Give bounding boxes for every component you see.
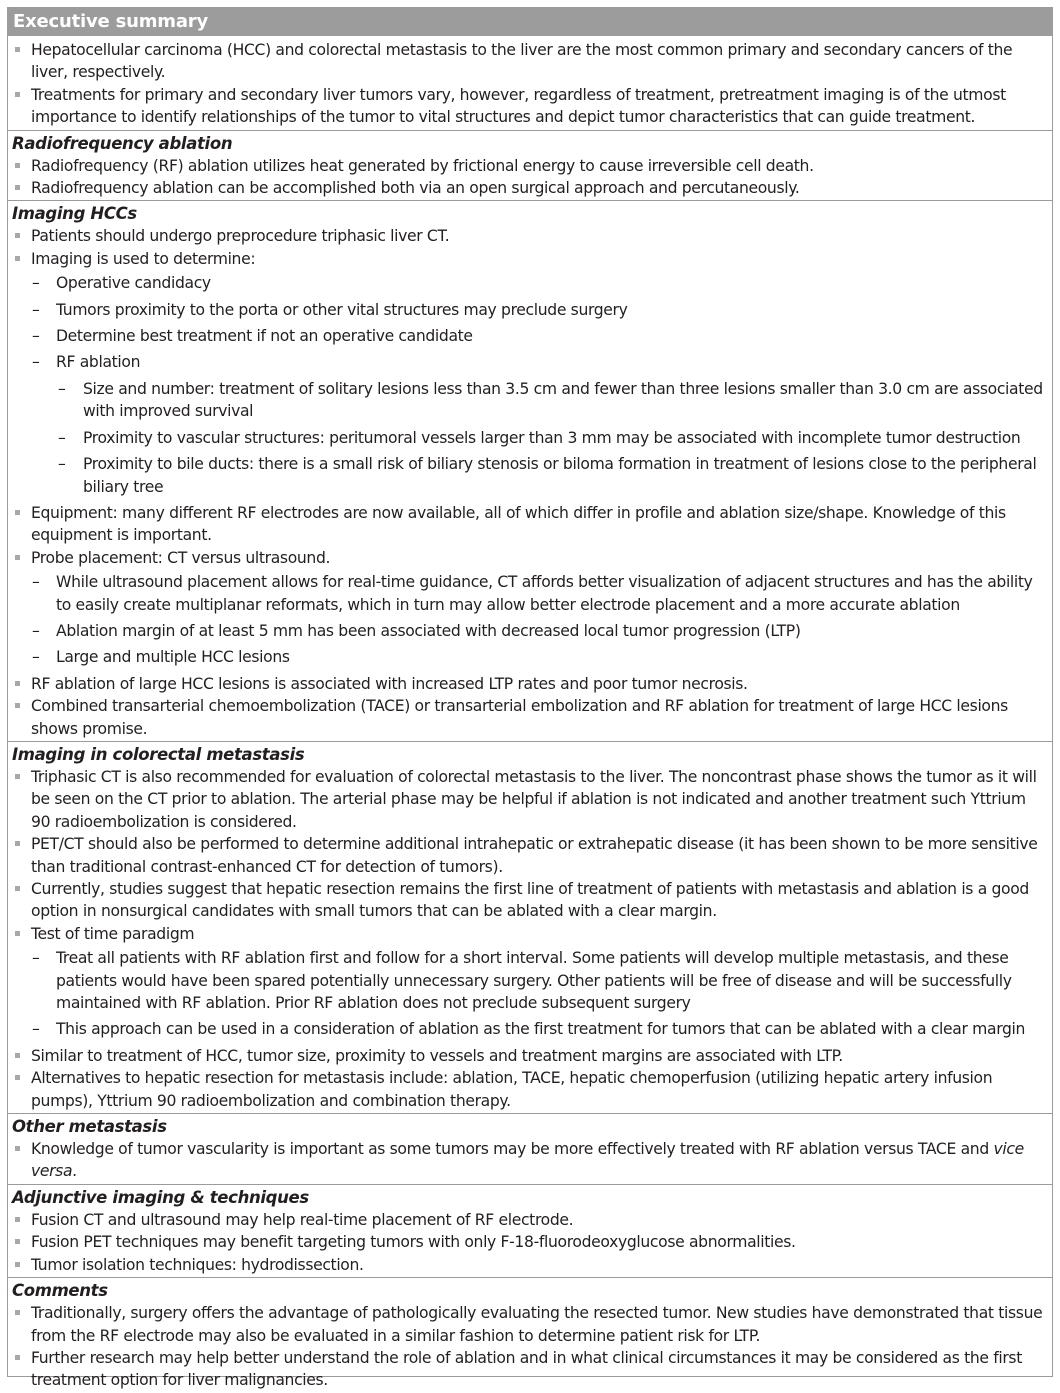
sub-sub-bullet-item: – Proximity to vascular structures: peritumoral vessels larger than 3 mm may be associated with incomplete tumor destruction bbox=[12, 427, 1044, 449]
bullet-item: Hepatocellular carcinoma (HCC) and colorectal metastasis to the liver are the most common primary and secondary cancers of the liver, respectively. bbox=[12, 39, 1044, 84]
bullet-item: RF ablation of large HCC lesions is associated with increased LTP rates and poor tumor necrosis. bbox=[12, 673, 1044, 695]
bullet-item: Traditionally, surgery offers the advantage of pathologically evaluating the resected tumor. New studies have demonstrated that tissue from the RF electrode may also be evaluated in a similar fashion to determine patient risk for LTP. bbox=[12, 1302, 1044, 1347]
sub-bullet-item: – Large and multiple HCC lesions bbox=[12, 646, 1044, 668]
section-adjunctive-imaging bbox=[8, 1184, 1052, 1277]
summary-header: Executive summary bbox=[8, 8, 1052, 36]
section-title: Other metastasis bbox=[12, 1117, 167, 1137]
section-introduction bbox=[8, 36, 1052, 130]
bullet-item: PET/CT should also be performed to determine additional intrahepatic or extrahepatic disease (it has been shown to be more sensitive than traditional contrast-enhanced CT for detection of tumors). bbox=[12, 833, 1044, 878]
bullet-item bbox=[12, 1138, 1044, 1183]
bullet-text: Knowledge of tumor vascularity is important as some tumors may be more effectively treated with RF ablation versus TACE and bbox=[31, 1140, 994, 1159]
bullet-item: Equipment: many different RF electrodes are now available, all of which differ in profile and ablation size/shape. Knowledge of this equipment is important. bbox=[12, 502, 1044, 547]
sub-bullet-item: – RF ablation bbox=[12, 351, 1044, 373]
section-other-metastasis bbox=[8, 1113, 1052, 1184]
sub-sub-bullet-item: – Proximity to bile ducts: there is a small risk of biliary stenosis or biloma formation in treatment of lesions close to the peripheral biliary tree bbox=[12, 453, 1044, 498]
section-title: Imaging HCCs bbox=[12, 204, 137, 224]
bullet-item: Currently, studies suggest that hepatic resection remains the first line of treatment of patients with metastasis and ablation is a good option in nonsurgical candidates with small tumors that can be ablated with a clear margin. bbox=[12, 878, 1044, 923]
section-title: Imaging in colorectal metastasis bbox=[12, 744, 305, 764]
bullet-item: Further research may help better understand the role of ablation and in what clinical circumstances it may be considered as the first treatment option for liver malignancies. bbox=[12, 1347, 1044, 1392]
sub-bullet-item: – Tumors proximity to the porta or other vital structures may preclude surgery bbox=[12, 299, 1044, 321]
sub-bullet-item: – While ultrasound placement allows for real-time guidance, CT affords better visualization of adjacent structures and has the ability to easily create multiplanar reformats, which in turn may allow better electrode placement and a more accurate ablation bbox=[12, 571, 1044, 616]
bullet-item: Alternatives to hepatic resection for metastasis include: ablation, TACE, hepatic chemoperfusion (utilizing hepatic artery infusion pumps), Yttrium 90 radioembolization and combination therapy. bbox=[12, 1067, 1044, 1112]
bullet-emphasis: vice versa bbox=[31, 1140, 1024, 1181]
bullet-text-end: . bbox=[72, 1162, 77, 1181]
bullet-item: Tumor isolation techniques: hydrodissection. bbox=[12, 1254, 1044, 1276]
bullet-item: Treatments for primary and secondary liver tumors vary, however, regardless of treatment, pretreatment imaging is of the utmost importance to identify relationships of the tumor to vital structures and depict tumor characteristics that can guide treatment. bbox=[12, 84, 1044, 129]
section-radiofrequency-ablation bbox=[8, 130, 1052, 201]
bullet-item: Fusion PET techniques may benefit targeting tumors with only F-18-fluorodeoxyglucose abnormalities. bbox=[12, 1231, 1044, 1253]
bullet-item: Combined transarterial chemoembolization (TACE) or transarterial embolization and RF ablation for treatment of large HCC lesions shows promise. bbox=[12, 695, 1044, 740]
sub-bullet-item: – This approach can be used in a consideration of ablation as the first treatment for tumors that can be ablated with a clear margin bbox=[12, 1018, 1044, 1040]
section-title: Radiofrequency ablation bbox=[12, 133, 233, 153]
section-title: Comments bbox=[12, 1281, 108, 1301]
bullet-item: Fusion CT and ultrasound may help real-time placement of RF electrode. bbox=[12, 1209, 1044, 1231]
bullet-item: Radiofrequency (RF) ablation utilizes heat generated by frictional energy to cause irreversible cell death. bbox=[12, 155, 1044, 177]
bullet-item: Probe placement: CT versus ultrasound. bbox=[12, 547, 1044, 569]
sub-bullet-item: – Determine best treatment if not an operative candidate bbox=[12, 325, 1044, 347]
section-comments bbox=[8, 1277, 1052, 1393]
executive-summary-box bbox=[7, 7, 1053, 1390]
sub-bullet-item: – Treat all patients with RF ablation first and follow for a short interval. Some patients will develop multiple metastasis, and these patients would have been spared potentially unnecessary surgery. Other patients will be free of disease and will be successfully maintained with RF ablation. Prior RF ablation does not preclude subsequent surgery bbox=[12, 947, 1044, 1014]
bullet-item: Triphasic CT is also recommended for evaluation of colorectal metastasis to the liver. The noncontrast phase shows the tumor as it will be seen on the CT prior to ablation. The arterial phase may be helpful if ablation is not indicated and another treatment such Yttrium 90 radioembolization is considered. bbox=[12, 766, 1044, 833]
sub-bullet-item: – Operative candidacy bbox=[12, 272, 1044, 294]
bullet-item: Test of time paradigm bbox=[12, 923, 1044, 945]
bullet-item: Radiofrequency ablation can be accomplished both via an open surgical approach and percutaneously. bbox=[12, 177, 1044, 199]
bullet-item: Imaging is used to determine: bbox=[12, 248, 1044, 270]
bullet-item: Similar to treatment of HCC, tumor size, proximity to vessels and treatment margins are associated with LTP. bbox=[12, 1045, 1044, 1067]
section-title: Adjunctive imaging & techniques bbox=[12, 1187, 309, 1207]
sub-sub-bullet-item: – Size and number: treatment of solitary lesions less than 3.5 cm and fewer than three lesions smaller than 3.0 cm are associated with improved survival bbox=[12, 378, 1044, 423]
sub-bullet-item: – Ablation margin of at least 5 mm has been associated with decreased local tumor progression (LTP) bbox=[12, 620, 1044, 642]
section-imaging-colorectal-metastasis bbox=[8, 741, 1052, 1113]
bullet-item: Patients should undergo preprocedure triphasic liver CT. bbox=[12, 225, 1044, 247]
section-imaging-hccs bbox=[8, 200, 1052, 741]
